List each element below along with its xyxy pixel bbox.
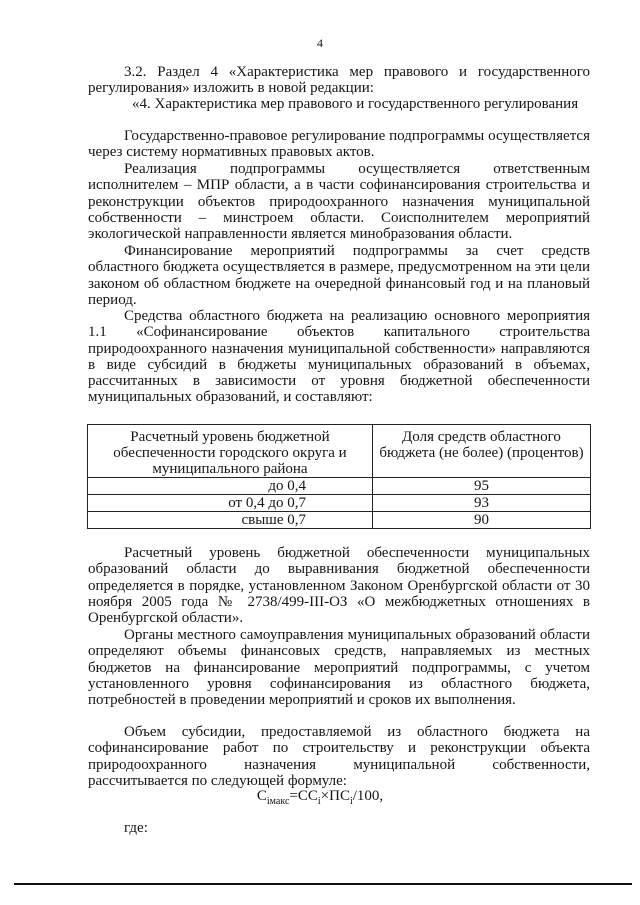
paragraph-legal-regulation: Государственно-правовое регулирование подпрограммы осуществляется через систему нормативных правовых актов. xyxy=(88,128,590,161)
page-number: 4 xyxy=(317,36,323,50)
table-cell-level: до 0,4 xyxy=(88,478,373,495)
table-cell-level: свыше 0,7 xyxy=(88,512,373,529)
table-header-share: Доля средств областного бюджета (не более) (процентов) xyxy=(373,425,591,478)
paragraph-calculated-level: Расчетный уровень бюджетной обеспеченности муниципальных образований области до выравнивания бюджетной обеспеченности определяется в порядке, установленном Законом Оренбургской области от 30 ноября 2005 года № 2738/499-III-ОЗ «О межбюджетных отношениях в Оренбургской области». xyxy=(88,545,590,627)
where-label: где: xyxy=(124,820,148,836)
paragraph-implementation: Реализация подпрограммы осуществляется ответственным исполнителем – МПР области, а в части софинансирования строительства и реконструкции объектов природоохранного назначения муниципальной собственности – минстроем области. Соисполнителем мероприятий экологической направленности является минобразования области. xyxy=(88,161,590,243)
section-intro: 3.2. Раздел 4 «Характеристика мер правового и государственного регулирования» изложить в новой редакции: xyxy=(88,64,590,97)
table-cell-level: от 0,4 до 0,7 xyxy=(88,495,373,512)
table-header-level: Расчетный уровень бюджетной обеспеченности городского округа и муниципального района xyxy=(88,425,373,478)
cofinancing-table xyxy=(87,424,591,529)
section-heading: «4. Характеристика мер правового и государственного регулирования xyxy=(132,96,579,112)
paragraph-financing: Финансирование мероприятий подпрограммы за счет средств областного бюджета осуществляется в размере, предусмотренном на эти цели законом об областном бюджете на очередной финансовый год и на плановый период. xyxy=(88,243,590,308)
table-cell-share: 93 xyxy=(373,495,591,512)
table-header-row xyxy=(88,425,591,478)
table-row xyxy=(88,512,591,529)
paragraph-subsidy-volume: Объем субсидии, предоставляемой из областного бюджета на софинансирование работ по строительству и реконструкции объекта природоохранного назначения муниципальной собственности, рассчитывается по следующей формуле: xyxy=(88,724,590,789)
page-bottom-rule xyxy=(14,883,632,885)
paragraph-budget-funds: Средства областного бюджета на реализацию основного мероприятия 1.1 «Софинансирование объектов капитального строительства природоохранного назначения муниципальной собственности» направляются в виде субсидий в бюджеты муниципальных образований в объемах, рассчитанных в зависимости от уровня бюджетной обеспеченности муниципальных образований, и составляют: xyxy=(88,308,590,406)
paragraph-local-authorities: Органы местного самоуправления муниципальных образований области определяют объемы финансовых средств, направляемых из местных бюджетов на финансирование мероприятий подпрограммы, с учетом установленного уровня софинансирования из областного бюджета, потребностей в проведении мероприятий и сроков их выполнения. xyxy=(88,627,590,709)
table-cell-share: 95 xyxy=(373,478,591,495)
table-cell-share: 90 xyxy=(373,512,591,529)
subsidy-formula: $С_{iмакс}=СС_i\times ПС_i/100$, xyxy=(256,788,384,807)
table-row xyxy=(88,478,591,495)
table-row xyxy=(88,495,591,512)
